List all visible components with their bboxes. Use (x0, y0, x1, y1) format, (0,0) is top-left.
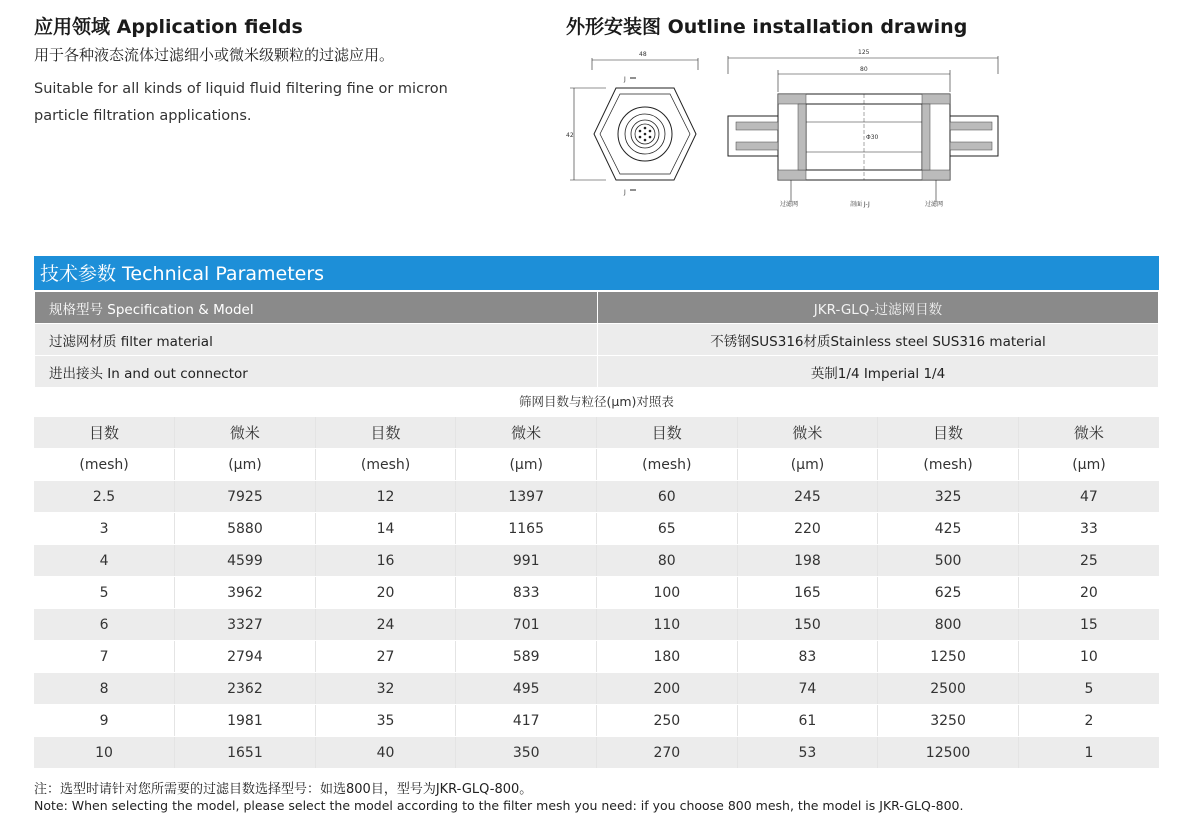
table-cell: 5880 (175, 513, 316, 545)
table-cell: 16 (315, 545, 456, 577)
table-cell: 5 (34, 577, 175, 609)
table-row (34, 481, 1159, 513)
table-cell: 3 (34, 513, 175, 545)
table-cell: 60 (597, 481, 738, 513)
table-cell: 1250 (878, 641, 1019, 673)
dim-total-length: 125 (858, 49, 870, 56)
table-cell: (μm) (175, 449, 316, 481)
table-cell: 目数 (878, 417, 1019, 449)
table-cell: 40 (315, 737, 456, 769)
spec-table (34, 291, 1159, 388)
table-cell: 35 (315, 705, 456, 737)
table-cell: 991 (456, 545, 597, 577)
table-cell: 2 (1018, 705, 1159, 737)
table-cell: 74 (737, 673, 878, 705)
dim-bore: Φ30 (866, 134, 879, 141)
table-cell: (mesh) (597, 449, 738, 481)
table-row (34, 513, 1159, 545)
table-cell: (mesh) (315, 449, 456, 481)
table-cell: 15 (1018, 609, 1159, 641)
table-cell: 2794 (175, 641, 316, 673)
table-cell: 701 (456, 609, 597, 641)
table-unit-row (34, 449, 1159, 481)
label-filter-mesh-right: 过滤网 (925, 201, 944, 208)
material-label: 过滤网材质 filter material (35, 324, 598, 356)
spec-value: JKR-GLQ-过滤网目数 (598, 292, 1159, 324)
table-cell: 80 (597, 545, 738, 577)
table-cell: 150 (737, 609, 878, 641)
table-cell: 165 (737, 577, 878, 609)
table-row (34, 609, 1159, 641)
table-cell: 微米 (1018, 417, 1159, 449)
table-row (34, 545, 1159, 577)
connector-value: 英制1/4 Imperial 1/4 (598, 356, 1159, 388)
table-cell: 1981 (175, 705, 316, 737)
table-cell: 微米 (175, 417, 316, 449)
label-section-jj: 剖面 J-J (850, 201, 870, 208)
note-cn: 注：选型时请针对您所需要的过滤目数选择型号：如选800目，型号为JKR-GLQ-800。 (34, 782, 533, 797)
application-fields-title: 应用领域 Application fields (34, 16, 303, 38)
table-cell: 180 (597, 641, 738, 673)
table-cell: 24 (315, 609, 456, 641)
table-cell: 3250 (878, 705, 1019, 737)
table-cell: 220 (737, 513, 878, 545)
application-description-en: Suitable for all kinds of liquid fluid filtering fine or micron particle filtration applications. (34, 81, 448, 124)
table-cell: 53 (737, 737, 878, 769)
table-cell: 20 (315, 577, 456, 609)
table-cell: 3962 (175, 577, 316, 609)
outline-installation-drawing (566, 44, 1006, 214)
table-row (34, 641, 1159, 673)
section-mark-bottom: J (624, 189, 626, 196)
table-cell: 495 (456, 673, 597, 705)
table-cell: (μm) (737, 449, 878, 481)
table-cell: 微米 (737, 417, 878, 449)
dim-left-height: 42 (566, 132, 574, 139)
table-cell: 14 (315, 513, 456, 545)
table-cell: 270 (597, 737, 738, 769)
table-cell: 20 (1018, 577, 1159, 609)
table-cell: 7925 (175, 481, 316, 513)
table-cell: 61 (737, 705, 878, 737)
table-cell: 833 (456, 577, 597, 609)
technical-parameters-header: 技术参数 Technical Parameters (34, 256, 1159, 290)
table-cell: 200 (597, 673, 738, 705)
table-cell: 100 (597, 577, 738, 609)
table-cell: (μm) (1018, 449, 1159, 481)
table-cell: 微米 (456, 417, 597, 449)
table-cell: 110 (597, 609, 738, 641)
table-cell: (μm) (456, 449, 597, 481)
table-cell: 198 (737, 545, 878, 577)
table-cell: (mesh) (34, 449, 175, 481)
table-cell: 27 (315, 641, 456, 673)
table-cell: 10 (34, 737, 175, 769)
table-cell: 33 (1018, 513, 1159, 545)
outline-drawing-title: 外形安装图 Outline installation drawing (566, 16, 968, 38)
table-cell: 2.5 (34, 481, 175, 513)
table-cell: 目数 (34, 417, 175, 449)
application-description-cn: 用于各种液态流体过滤细小或微米级颗粒的过滤应用。 (34, 46, 395, 64)
table-header-row (34, 417, 1159, 449)
label-filter-mesh-left: 过滤网 (780, 201, 799, 208)
table-cell: 10 (1018, 641, 1159, 673)
table-cell: 625 (878, 577, 1019, 609)
table-row (34, 577, 1159, 609)
table-cell: 12500 (878, 737, 1019, 769)
table-cell: (mesh) (878, 449, 1019, 481)
table-cell: 12 (315, 481, 456, 513)
table-cell: 245 (737, 481, 878, 513)
table-cell: 1 (1018, 737, 1159, 769)
table-cell: 425 (878, 513, 1019, 545)
table-cell: 9 (34, 705, 175, 737)
table-row (34, 737, 1159, 769)
table-cell: 25 (1018, 545, 1159, 577)
table-cell: 47 (1018, 481, 1159, 513)
dim-left-width: 48 (639, 51, 647, 58)
mesh-table-caption: 筛网目数与粒径(μm)对照表 (519, 394, 674, 409)
material-value: 不锈钢SUS316材质Stainless steel SUS316 material (598, 324, 1159, 356)
table-row (34, 705, 1159, 737)
table-cell: 4599 (175, 545, 316, 577)
table-cell: 2500 (878, 673, 1019, 705)
table-cell: 1397 (456, 481, 597, 513)
table-cell: 2362 (175, 673, 316, 705)
note-en: Note: When selecting the model, please select the model according to the filter mesh you need: if you choose 800 mesh, the model is JKR-GLQ-800. (34, 798, 964, 813)
connector-label: 进出接头 In and out connector (35, 356, 598, 388)
table-cell: 589 (456, 641, 597, 673)
material-row (35, 324, 1159, 356)
table-cell: 7 (34, 641, 175, 673)
table-cell: 1165 (456, 513, 597, 545)
table-cell: 500 (878, 545, 1019, 577)
table-cell: 325 (878, 481, 1019, 513)
table-cell: 32 (315, 673, 456, 705)
dim-inner-length: 80 (860, 66, 868, 73)
table-cell: 目数 (315, 417, 456, 449)
mesh-conversion-table (34, 417, 1159, 769)
table-cell: 8 (34, 673, 175, 705)
table-row (34, 673, 1159, 705)
table-cell: 1651 (175, 737, 316, 769)
connector-row (35, 356, 1159, 388)
table-cell: 350 (456, 737, 597, 769)
table-cell: 6 (34, 609, 175, 641)
spec-label: 规格型号 Specification & Model (35, 292, 598, 324)
table-cell: 65 (597, 513, 738, 545)
table-cell: 5 (1018, 673, 1159, 705)
table-cell: 目数 (597, 417, 738, 449)
table-cell: 417 (456, 705, 597, 737)
section-mark-top: J (624, 76, 626, 83)
table-cell: 3327 (175, 609, 316, 641)
table-cell: 800 (878, 609, 1019, 641)
table-cell: 250 (597, 705, 738, 737)
table-cell: 4 (34, 545, 175, 577)
spec-row (35, 292, 1159, 324)
table-cell: 83 (737, 641, 878, 673)
